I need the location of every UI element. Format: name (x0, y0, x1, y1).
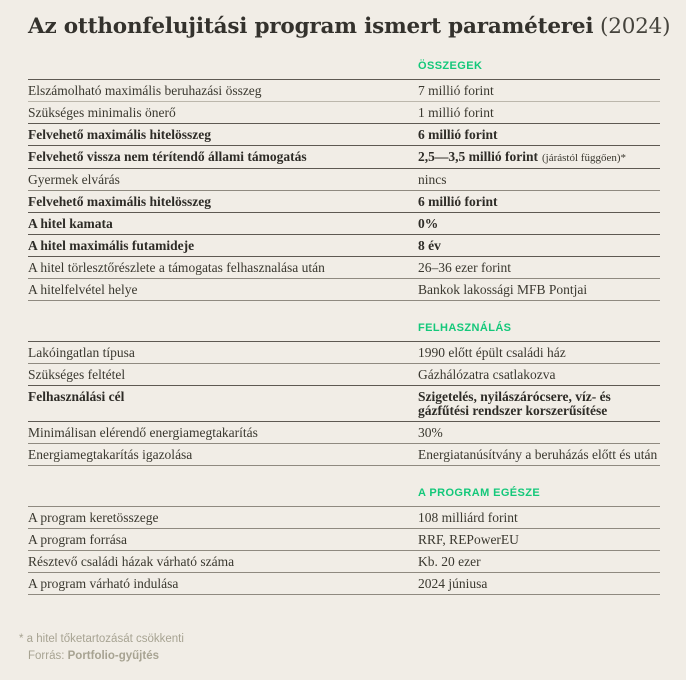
row-value-text: 108 milliárd forint (418, 510, 518, 525)
row-value-text: Szigetelés, nyilászárócsere, víz- és gázfűtési rendszer korszerűsítése (418, 389, 611, 418)
source-value: Portfolio-gyűjtés (67, 650, 159, 662)
row-value (418, 368, 660, 382)
row-label: Szükséges feltétel (28, 367, 126, 382)
table-row (28, 528, 660, 550)
row-value (418, 173, 660, 187)
row-label: A hitel maximális futamideje (28, 238, 195, 253)
row-value (418, 106, 660, 120)
row-value-text: nincs (418, 172, 447, 187)
row-label: Résztevő családi házak várható száma (28, 554, 235, 569)
table-row (28, 256, 660, 278)
row-label: Energiamegtakarítás igazolása (28, 447, 193, 462)
table-row (28, 101, 660, 123)
row-value-text: 2024 júniusa (418, 576, 488, 591)
table-section (28, 60, 660, 301)
row-label: Felvehető vissza nem térítendő állami támogatás (28, 149, 307, 164)
row-value-text: RRF, REPowerEU (418, 532, 519, 547)
row-value-text: 6 millió forint (418, 127, 498, 142)
table-sections (28, 60, 660, 595)
row-label: A program várható indulása (28, 576, 179, 591)
row-value (418, 555, 660, 569)
table-row (28, 550, 660, 572)
source-label: Forrás: (28, 650, 68, 662)
table-row (28, 123, 660, 145)
table-row (28, 212, 660, 234)
section-rows (28, 79, 660, 301)
page-title-text: Az otthonfelujitási program ismert paraméterei (28, 14, 594, 39)
table-row (28, 278, 660, 300)
row-value-text: 7 millió forint (418, 83, 494, 98)
row-label: A program forrása (28, 532, 127, 547)
row-value-text: 6 millió forint (418, 194, 498, 209)
row-value (418, 217, 660, 231)
row-value-text: 2,5—3,5 millió forint (418, 149, 538, 164)
row-value-note: (járástól függően)* (542, 152, 626, 164)
footnote-source (28, 648, 660, 664)
row-label: Elszámolható maximális beruhazási összeg (28, 83, 262, 98)
row-value (418, 195, 660, 209)
row-label: Szükséges minimalis önerő (28, 105, 176, 120)
table-row (28, 363, 660, 385)
row-value (418, 150, 660, 165)
row-value (418, 128, 660, 142)
footer (19, 631, 660, 664)
table-row (28, 190, 660, 212)
row-label: A hitel kamata (28, 216, 113, 231)
row-value-text: 30% (418, 425, 443, 440)
footnote-asterisk: * a hitel tőketartozását csökkenti (19, 633, 184, 645)
row-label: Gyermek elvárás (28, 172, 120, 187)
row-value (418, 511, 660, 525)
row-value-text: 0% (418, 216, 439, 231)
row-value-text: Gázhálózatra csatlakozva (418, 367, 556, 382)
table-row (28, 145, 660, 168)
table-row (28, 572, 660, 594)
row-value (418, 390, 660, 418)
section-header: A PROGRAM EGÉSZE (418, 487, 541, 499)
row-value (418, 84, 660, 98)
table-row (28, 234, 660, 256)
row-label: Felvehető maximális hitelösszeg (28, 127, 211, 142)
table-row (28, 341, 660, 363)
row-label: Lakóingatlan típusa (28, 345, 135, 360)
row-value (418, 577, 660, 591)
table-row (28, 443, 660, 465)
row-value (418, 239, 660, 253)
section-rows (28, 506, 660, 595)
row-value-text: 1 millió forint (418, 105, 494, 120)
table-row (28, 79, 660, 101)
section-header: ÖSSZEGEK (418, 60, 483, 72)
row-label: Minimálisan elérendő energiamegtakarítás (28, 425, 258, 440)
row-value-text: Kb. 20 ezer (418, 554, 481, 569)
row-value-text: Bankok lakossági MFB Pontjai (418, 282, 588, 297)
section-rows (28, 341, 660, 466)
row-value-text: Energiatanúsítvány a beruházás előtt és után (418, 447, 658, 462)
table-row (28, 506, 660, 528)
row-value (418, 283, 660, 297)
row-value (418, 448, 660, 462)
table-row (28, 168, 660, 190)
page-title (28, 14, 671, 39)
table-section (28, 322, 660, 466)
section-header: FELHASZNÁLÁS (418, 322, 512, 334)
row-label: Felvehető maximális hitelösszeg (28, 194, 211, 209)
table-row (28, 385, 660, 421)
row-value (418, 261, 660, 275)
row-label: Felhasználási cél (28, 389, 125, 404)
row-value-text: 1990 előtt épült családi ház (418, 345, 566, 360)
table-row (28, 421, 660, 443)
row-label: A program keretösszege (28, 510, 159, 525)
page-title-year: (2024) (593, 14, 671, 39)
row-value-text: 8 év (418, 238, 441, 253)
row-value (418, 533, 660, 547)
row-label: A hitel törlesztőrészlete a támogatas felhasznalása után (28, 260, 325, 275)
row-value (418, 426, 660, 440)
row-label: A hitelfelvétel helye (28, 282, 138, 297)
row-value-text: 26–36 ezer forint (418, 260, 511, 275)
row-value (418, 346, 660, 360)
table-section (28, 487, 660, 595)
